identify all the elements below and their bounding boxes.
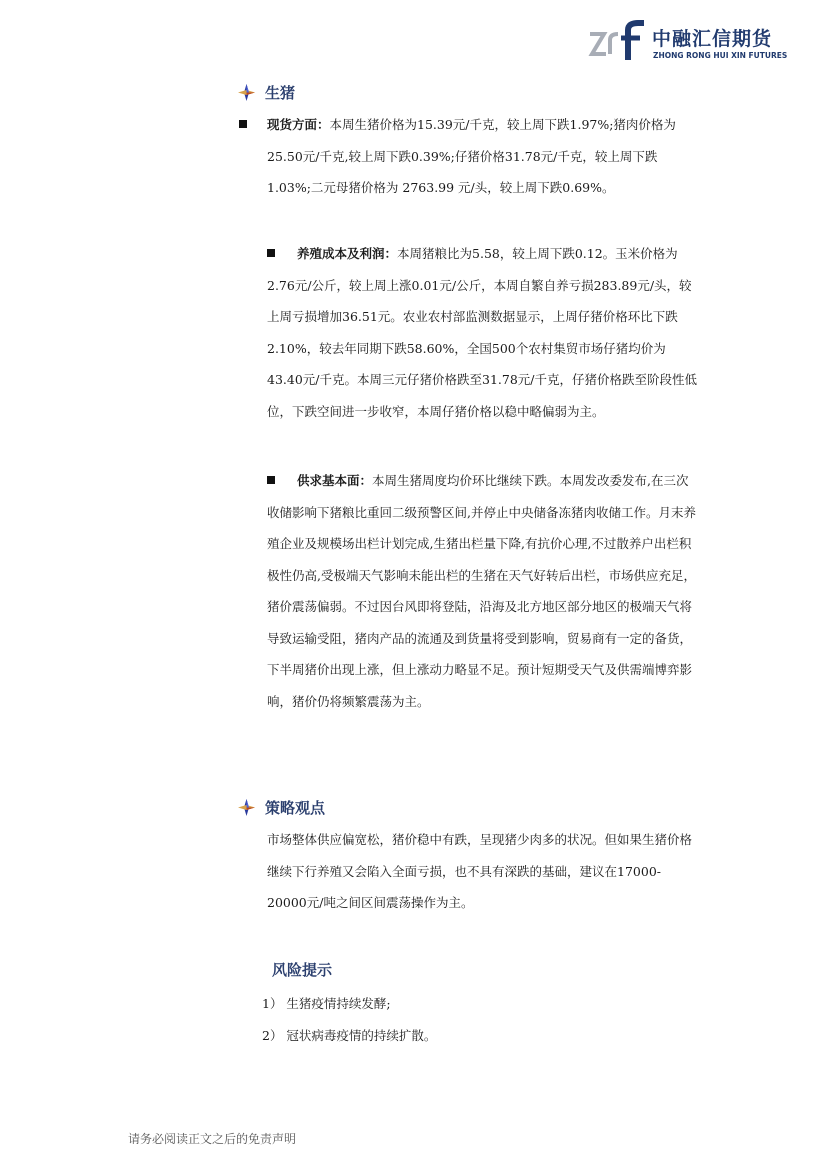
- supply-paragraph: [267, 465, 697, 717]
- spot-label: 现货方面：: [267, 117, 330, 132]
- cost-paragraph: [267, 238, 697, 427]
- logo-chinese-name: 中融汇信期货: [652, 28, 773, 50]
- spot-paragraph: [267, 109, 697, 204]
- spot-text: 本周生猪价格为15.39元/千克，较上周下跌1.97%;猪肉价格为25.50元/千克,较上周下跌0.39%;仔猪价格31.78元/千克，较上周下跌 1.03%;二元母猪价格为 2763.99 元/头，较上周下跌0.69%。: [267, 117, 676, 195]
- logo-english-name: ZHONG RONG HUI XIN FUTURES: [653, 51, 788, 60]
- diamond-bullet-icon: [238, 84, 255, 101]
- diamond-bullet-icon: [238, 799, 255, 816]
- supply-text: 本周生猪周度均价环比继续下跌。本周发改委发布,在三次收储影响下猪粮比重回二级预警区间,并停止中央储备冻猪肉收储工作。月末养殖企业及规模场出栏计划完成,生猪出栏量下降,有抗价心理,不过散养户出栏积极性仍高,受极端天气影响未能出栏的生猪在天气好转后出栏，市场供应充足，猪价震荡偏弱。不过因台风即将登陆，沿海及北方地区部分地区的极端天气将导致运输受阻，猪肉产品的流通及到货量将受到影响，贸易商有一定的备货，下半周猪价出现上涨，但上涨动力略显不足。预计短期受天气及供需端博弈影响，猪价仍将频繁震荡为主。: [267, 473, 696, 709]
- risk-item: 2） 冠状病毒疫情的持续扩散。: [262, 1028, 437, 1043]
- supply-label: 供求基本面：: [297, 473, 373, 488]
- section-title: 策略观点: [265, 799, 326, 817]
- strategy-paragraph: 市场整体供应偏宽松，猪价稳中有跌，呈现猪少肉多的状况。但如果生猪价格继续下行养殖又会陷入全面亏损，也不具有深跌的基础，建议在17000-20000元/吨之间区间震荡操作为主。: [267, 832, 693, 910]
- risk-item: 1） 生猪疫情持续发酵;: [262, 996, 391, 1011]
- section-heading-strategy: [238, 797, 325, 818]
- section-heading-hog: [238, 82, 295, 103]
- logo-mark-icon: [588, 20, 650, 64]
- section-title: 生猪: [265, 84, 296, 102]
- cost-text: 本周猪粮比为5.58，较上周下跌0.12。玉米价格为2.76元/公斤，较上周上涨0.01元/公斤，本周自繁自养亏损283.89元/头，较上周亏损增加36.51元。农业农村部监测数据显示，上周仔猪价格环比下跌2.10%，较去年同期下跌58.60%，全国500个农村集贸市场仔猪均价为43.40元/千克。本周三元仔猪价格跌至31.78元/千克，仔猪价格跌至阶段性低位，下跌空间进一步收窄，本周仔猪价格以稳中略偏弱为主。: [267, 246, 697, 419]
- risk-heading: 风险提示: [272, 961, 333, 979]
- company-logo: [588, 20, 788, 64]
- square-bullet-icon: [239, 120, 247, 128]
- disclaimer-footer: 请务必阅读正文之后的免责声明: [128, 1132, 297, 1146]
- cost-label: 养殖成本及利润：: [297, 246, 398, 261]
